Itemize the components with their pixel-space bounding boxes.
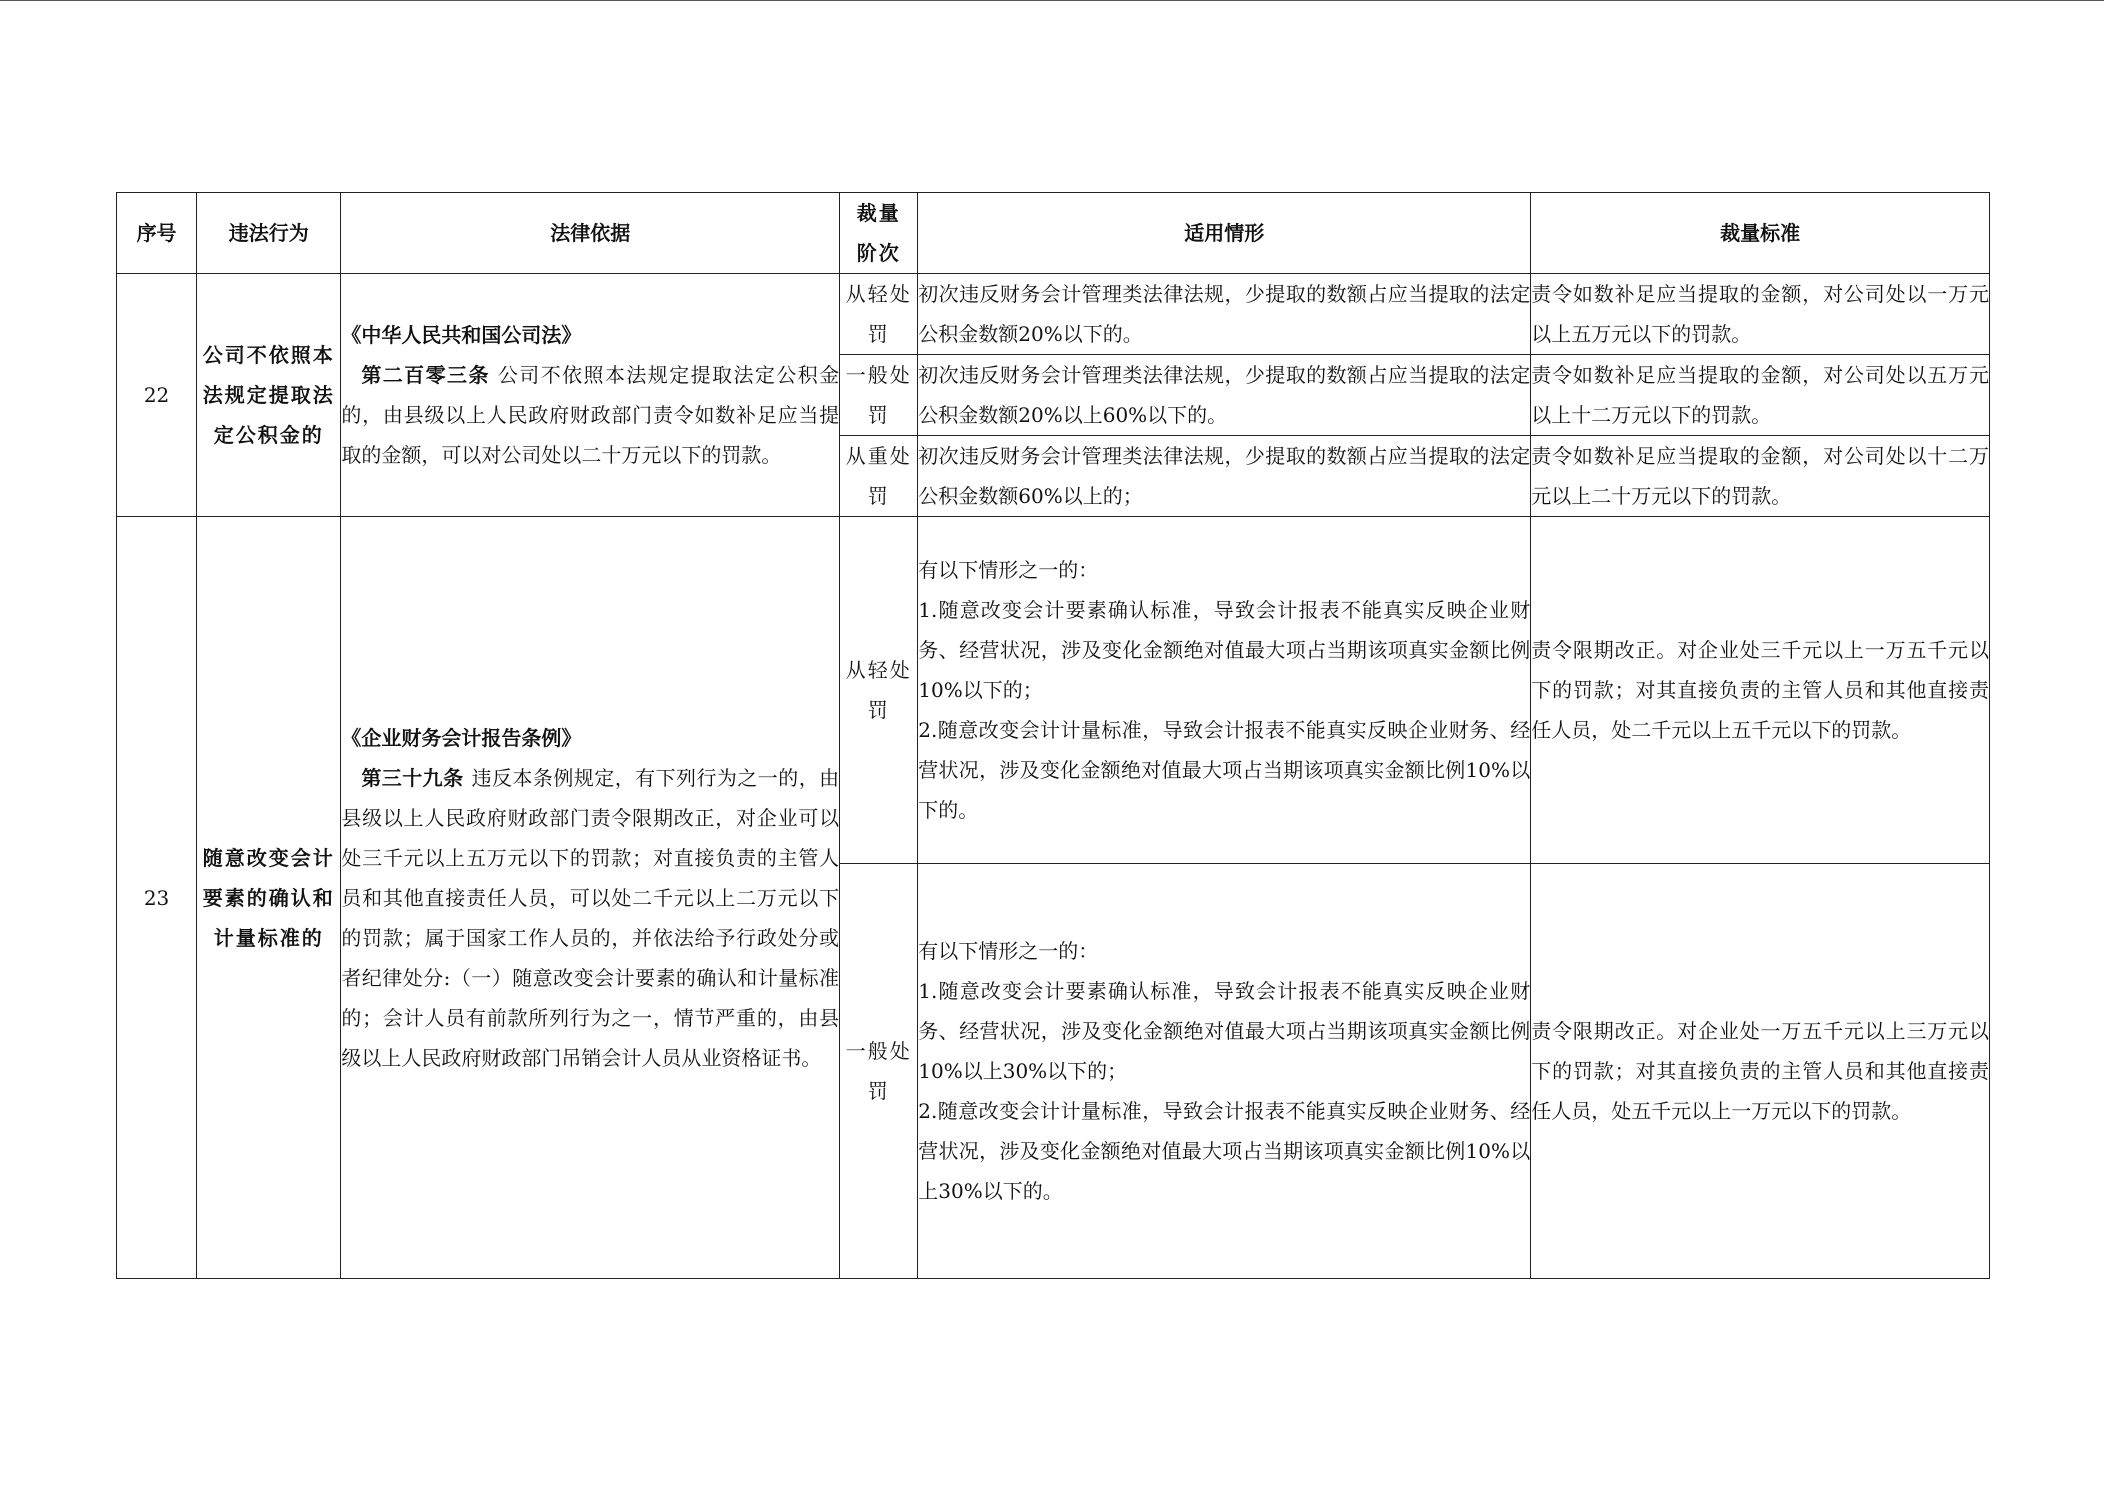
row-standard: 责令如数补足应当提取的金额，对公司处以五万元以上十二万元以下的罚款。	[1531, 355, 1990, 436]
row-condition: 初次违反财务会计管理类法律法规，少提取的数额占应当提取的法定公积金数额60%以上的；	[918, 436, 1531, 517]
row-condition	[918, 517, 1531, 864]
row-level: 从轻处罚	[840, 274, 918, 355]
law-title: 《企业财务会计报告条例》	[341, 725, 582, 750]
row-standard: 责令限期改正。对企业处三千元以上一万五千元以下的罚款；对其直接负责的主管人员和其他直接责任人员，处二千元以上五千元以下的罚款。	[1531, 517, 1990, 864]
condition-intro: 有以下情形之一的：	[918, 558, 1099, 582]
row-standard: 责令限期改正。对企业处一万五千元以上三万元以下的罚款；对其直接负责的主管人员和其他直接责任人员，处五千元以上一万元以下的罚款。	[1531, 864, 1990, 1279]
condition-intro: 有以下情形之一的：	[918, 939, 1099, 963]
row-level: 一般处罚	[840, 355, 918, 436]
condition-item: 1.随意改变会计要素确认标准，导致会计报表不能真实反映企业财务、经营状况，涉及变化金额绝对值最大项占当期该项真实金额比例10%以上30%以下的；	[918, 979, 1531, 1083]
table-row	[117, 517, 1990, 864]
row-legal-basis	[341, 274, 840, 517]
row-seq: 23	[117, 517, 197, 1279]
row-seq: 22	[117, 274, 197, 517]
header-level: 裁量阶次	[840, 193, 918, 274]
condition-item: 2.随意改变会计计量标准，导致会计报表不能真实反映企业财务、经营状况，涉及变化金额绝对值最大项占当期该项真实金额比例10%以上30%以下的。	[918, 1099, 1531, 1203]
header-standard: 裁量标准	[1531, 193, 1990, 274]
table-row	[117, 274, 1990, 355]
article-line	[341, 355, 839, 475]
discretion-standard-table	[116, 192, 1990, 1279]
article-number: 第二百零三条	[361, 363, 490, 387]
table-header-row	[117, 193, 1990, 274]
row-standard: 责令如数补足应当提取的金额，对公司处以一万元以上五万元以下的罚款。	[1531, 274, 1990, 355]
row-level: 从轻处罚	[840, 517, 918, 864]
row-level: 一般处罚	[840, 864, 918, 1279]
header-seq: 序号	[117, 193, 197, 274]
law-title: 《中华人民共和国公司法》	[341, 323, 582, 347]
article-text: 违反本条例规定，有下列行为之一的，由县级以上人民政府财政部门责令限期改正，对企业可以处三千元以上五万元以下的罚款；对直接负责的主管人员和其他直接责任人员，可以处二千元以上二万元以下的罚款；属于国家工作人员的，并依法给予行政处分或者纪律处分:（一）随意改变会计要素的确认和计量标准的；会计人员有前款所列行为之一，情节严重的，由县级以上人民政府财政部门吊销会计人员从业资格证书。	[341, 765, 840, 1070]
row-level: 从重处罚	[840, 436, 918, 517]
article-line	[341, 758, 839, 1078]
row-violation: 公司不依照本法规定提取法定公积金的	[197, 274, 341, 517]
header-violation: 违法行为	[197, 193, 341, 274]
row-condition: 初次违反财务会计管理类法律法规，少提取的数额占应当提取的法定公积金数额20%以上60%以下的。	[918, 355, 1531, 436]
row-legal-basis	[341, 517, 840, 1279]
row-violation: 随意改变会计要素的确认和计量标准的	[197, 517, 341, 1279]
condition-item: 1.随意改变会计要素确认标准，导致会计报表不能真实反映企业财务、经营状况，涉及变化金额绝对值最大项占当期该项真实金额比例10%以下的；	[918, 598, 1531, 702]
article-number: 第三十九条	[361, 765, 464, 790]
article-text: 公司不依照本法规定提取法定公积金的，由县级以上人民政府财政部门责令如数补足应当提取的金额，可以对公司处以二十万元以下的罚款。	[341, 363, 840, 467]
row-condition: 初次违反财务会计管理类法律法规，少提取的数额占应当提取的法定公积金数额20%以下的。	[918, 274, 1531, 355]
page-top-rule	[0, 0, 2104, 1]
row-standard: 责令如数补足应当提取的金额，对公司处以十二万元以上二十万元以下的罚款。	[1531, 436, 1990, 517]
header-legal-basis: 法律依据	[341, 193, 840, 274]
condition-item: 2.随意改变会计计量标准，导致会计报表不能真实反映企业财务、经营状况，涉及变化金额绝对值最大项占当期该项真实金额比例10%以下的。	[918, 718, 1531, 822]
header-condition: 适用情形	[918, 193, 1531, 274]
row-condition	[918, 864, 1531, 1279]
